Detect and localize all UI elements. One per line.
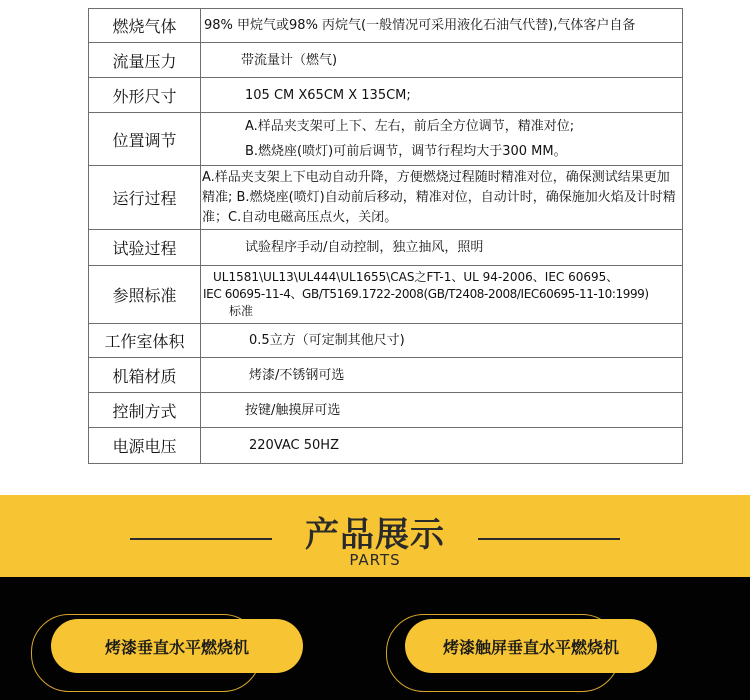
row-value-line: 105 CM X65CM X 135CM; [245, 87, 411, 103]
row-value-line: IEC 60695-11-4、GB/T5169.1722-2008(GB/T2408-2008/IEC60695-11-10:1999) [203, 287, 649, 301]
row-value-line: 按键/触摸屏可选 [245, 402, 341, 418]
row-value [201, 113, 683, 166]
section-title: 产品展示 [305, 515, 445, 555]
row-label: 外形尺寸 [89, 78, 201, 113]
row-value [201, 428, 683, 464]
row-value [201, 266, 683, 324]
row-label: 工作室体积 [89, 324, 201, 358]
row-label: 位置调节 [89, 113, 201, 166]
table-row [89, 393, 683, 428]
row-value-line: 0.5立方（可定制其他尺寸) [249, 333, 405, 348]
table-row [89, 324, 683, 358]
row-value-line: 试验程序手动/自动控制，独立抽风，照明 [245, 240, 484, 255]
row-value-line: 98% 甲烷气或98% 丙烷气(一般情况可采用液化石油气代替),气体客户自备 [204, 18, 636, 33]
row-value [201, 78, 683, 113]
row-value [201, 358, 683, 393]
spec-table [88, 8, 683, 464]
table-row [89, 113, 683, 166]
row-value-line: 220VAC 50HZ [249, 438, 339, 453]
row-value-line: 烤漆/不锈钢可选 [249, 367, 345, 383]
row-value [201, 9, 683, 43]
product-button-paint[interactable]: 烤漆垂直水平燃烧机 [51, 619, 303, 673]
row-value-line: 标准 [229, 304, 254, 318]
row-label: 燃烧气体 [89, 9, 201, 43]
product-button-touchscreen[interactable]: 烤漆触屏垂直水平燃烧机 [405, 619, 657, 673]
row-label: 电源电压 [89, 428, 201, 464]
table-row [89, 358, 683, 393]
table-row [89, 166, 683, 230]
row-label: 试验过程 [89, 230, 201, 266]
row-value [201, 230, 683, 266]
table-row [89, 266, 683, 324]
table-row [89, 43, 683, 78]
section-banner [0, 495, 750, 577]
row-value [201, 43, 683, 78]
row-label: 运行过程 [89, 166, 201, 230]
row-value-line: UL1581\UL13\UL444\UL1655\CAS之FT-1、UL 94-2006、IEC 60695、 [213, 270, 619, 284]
row-value-line: A.样品夹支架上下电动自动升降，方便燃烧过程随时精准对位，确保测试结果更加精准; B.燃烧座(喷灯)自动前后移动，精准对位，自动计时，确保施加火焰及计时精准；C.自动电磁高压点火，关闭。 [202, 169, 676, 225]
row-value [201, 166, 683, 230]
row-value-line: A.样品夹支架可上下、左右，前后全方位调节，精准对位; [245, 119, 575, 134]
section-subtitle: PARTS [349, 551, 401, 569]
row-value [201, 393, 683, 428]
row-label: 流量压力 [89, 43, 201, 78]
row-label: 机箱材质 [89, 358, 201, 393]
table-row [89, 428, 683, 464]
table-row [89, 78, 683, 113]
row-value-line: 带流量计（燃气) [241, 52, 338, 68]
products-strip [0, 577, 750, 700]
row-label: 控制方式 [89, 393, 201, 428]
table-row [89, 230, 683, 266]
row-label: 参照标准 [89, 266, 201, 324]
table-row [89, 9, 683, 43]
row-value [201, 324, 683, 358]
row-value-line: B.燃烧座(喷灯)可前后调节，调节行程均大于300 MM。 [245, 144, 567, 159]
